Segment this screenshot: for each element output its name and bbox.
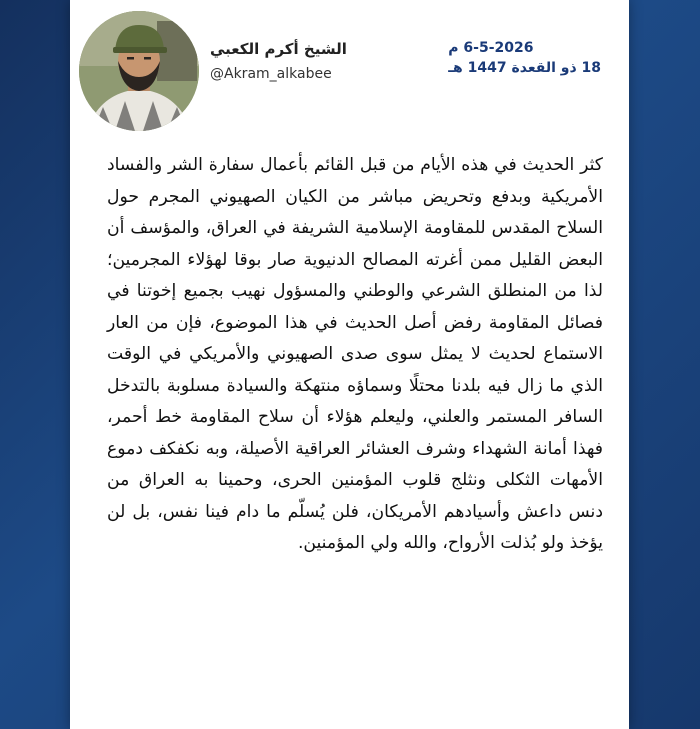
date-block — [448, 38, 601, 78]
author-handle: @Akram_alkabee — [210, 66, 332, 82]
statement-card — [70, 0, 629, 729]
gregorian-date: 6-5-2026 م — [448, 40, 534, 56]
avatar — [79, 11, 199, 131]
author-name: الشيخ أكرم الكعبي — [210, 40, 347, 58]
hijri-date: 18 ذو القعدة 1447 هـ — [448, 60, 601, 76]
statement-text: كثر الحديث في هذه الأيام من قبل القائم بأعمال سفارة الشر والفساد الأمريكية وبدفع وتحريض مباشر من الكيان الصهيوني المجرم حول السلاح المقدس للمقاومة الإسلامية الشريفة في العراق، والمؤسف أن البعض القليل ممن أغرته المصالح الدنيوية صار بوقا لهؤلاء المجرمين؛ لذا من المنطلق الشرعي والوطني والمسؤول نهيب بجميع إخوتنا في فصائل المقاومة رفض أصل الحديث في هذا الموضوع، فإن من العار الاستماع لحديث لا يمثل سوى صدى الصهيوني والأمريكي في الوقت الذي ما زال فيه بلدنا محتلًا وسماؤه منتهكة والسيادة مسلوبة بالتدخل السافر المستمر والعلني، وليعلم هؤلاء أن سلاح المقاومة خط أحمر، فهذا أمانة الشهداء وشرف العشائر العراقية الأصيلة، وبه نكفكف دموع الأمهات الثكلى ونثلج قلوب المؤمنين الحرى، وحمينا به العراق من دنس داعش وأسيادهم الأمريكان، فلن يُسلّم ما دام فينا نفس، بل لن يؤخذ ولو بُذلت الأرواح، والله ولي المؤمنين. — [107, 155, 603, 553]
portrait-image — [79, 11, 199, 131]
